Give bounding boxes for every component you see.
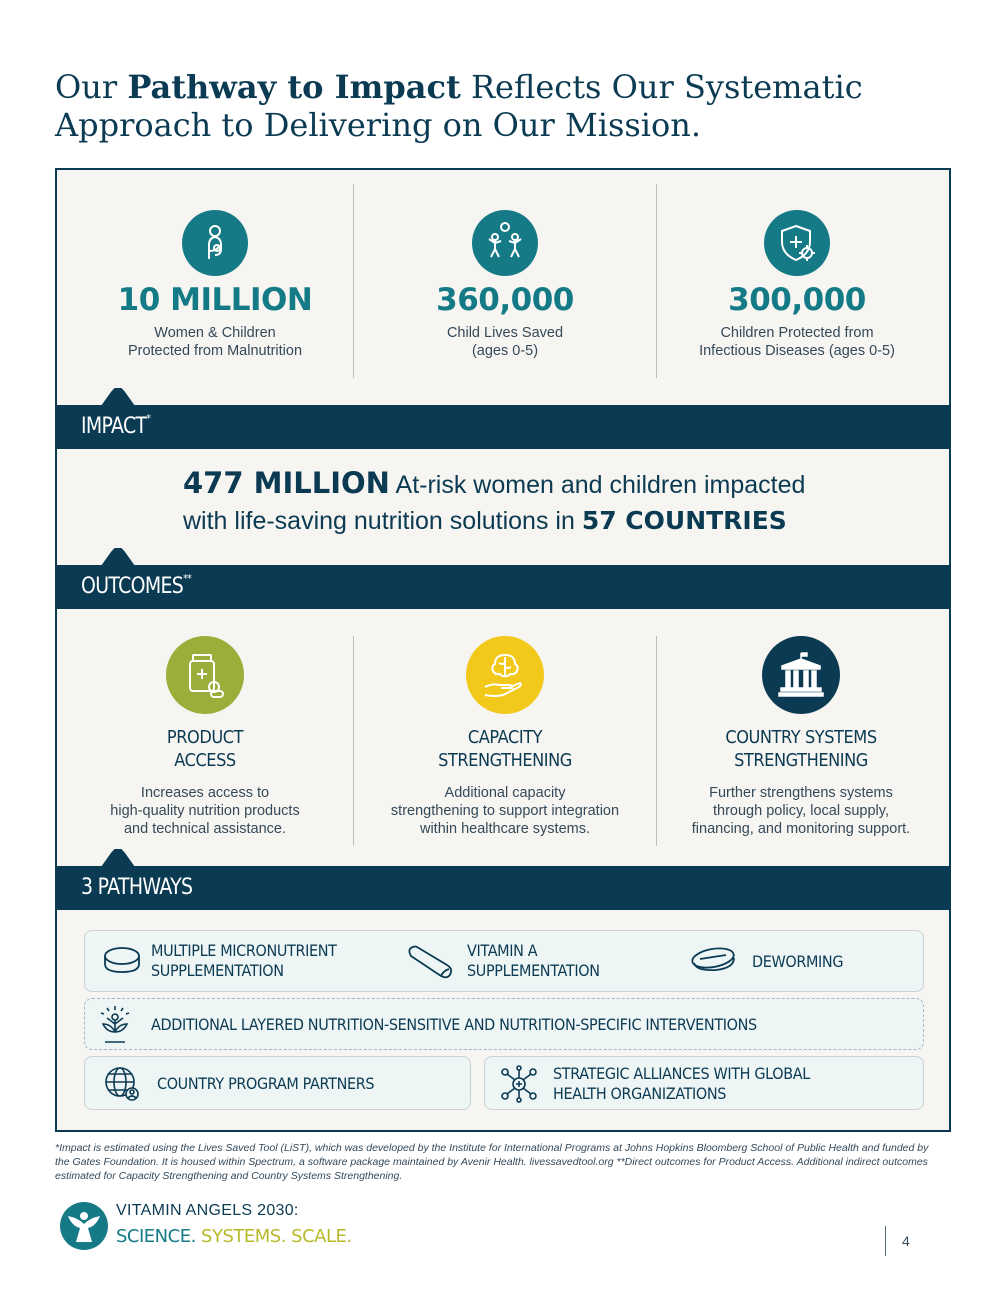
pathway-mms [103,941,357,981]
pathways-primary-pill [84,930,924,992]
pregnant-woman-icon [182,210,248,276]
outcome-title: PRODUCT ACCESS [166,727,244,771]
brand-footer [60,1200,460,1260]
pathways-alliances-pill [484,1056,924,1110]
outcomes-band [57,565,949,609]
pathway-country-partners [103,1065,398,1103]
outcome-country-systems [653,630,949,848]
government-building-icon [762,636,840,714]
playing-children-icon [472,210,538,276]
pathways-partners-pill [84,1056,471,1110]
outcome-title: CAPACITY STRENGTHENING [438,727,572,771]
stat-children-protected [649,186,945,378]
outcome-capacity-strengthening [357,630,653,848]
footnote: *Impact is estimated using the Lives Saved Tool (LiST), which was developed by the Institute for International Programs at Johns Hopkins Bloomberg School of Public Health and funded by the Gates Foundation. It is housed within Spectrum, a software package maintained by Avenir Health. livessavedtool.org **Direct outcomes for Product Access. Additional indirect outcomes estimated for Capacity Strengthening and Country Systems Strengthening. [55,1142,929,1182]
stat-value: 360,000 [436,282,574,318]
pathway-label: DEWORMING [752,952,844,971]
outcomes-label: OUTCOMES** [81,572,192,599]
stat-women-children [67,186,363,378]
title-post: Reflects Our Systematic Approach to Delivering on Our Mission. [55,68,863,144]
pathways-additional-pill [84,998,924,1050]
stat-label: Children Protected from Infectious Diseases (ages 0-5) [699,325,895,359]
outcome-description: Increases access to high-quality nutrition products and technical assistance. [110,785,300,837]
outcome-description: Further strengthens systems through policy, local supply, financing, and monitoring support. [691,785,911,837]
impact-statement [183,466,883,539]
stat-value: 10 MILLION [117,282,313,318]
vitamin-angels-logo-icon [60,1202,108,1250]
brand-tagline: VITAMIN ANGELS 2030: [116,1202,299,1219]
band-notch [101,548,135,566]
pathway-label: VITAMIN A SUPPLEMENTATION [467,941,600,980]
pathway-label: STRATEGIC ALLIANCES WITH GLOBAL HEALTH ORGANIZATIONS [553,1064,810,1103]
stat-label: Child Lives Saved (ages 0-5) [446,325,564,359]
pathway-label: COUNTRY PROGRAM PARTNERS [157,1074,375,1093]
shield-virus-icon [764,210,830,276]
pathways-label: 3 PATHWAYS [81,875,193,900]
title-pre: Our [55,68,128,106]
impact-stats [57,170,949,390]
network-icon [499,1064,539,1104]
brain-in-hand-icon [466,636,544,714]
impact-text: At-risk women and children impacted [389,471,806,499]
capsule-icon [405,941,457,981]
impact-label: IMPACT* [81,412,151,439]
impact-text: with life-saving nutrition solutions in [183,507,582,535]
pathway-label: MULTIPLE MICRONUTRIENT SUPPLEMENTATION [151,941,337,980]
pathway-label: ADDITIONAL LAYERED NUTRITION-SENSITIVE AND NUTRITION-SPECIFIC INTERVENTIONS [151,1015,757,1034]
divider [353,636,354,846]
page-number: 4 [902,1233,910,1249]
pathway-frame [55,168,951,1132]
outcome-description: Additional capacity strengthening to support integration within healthcare systems. [390,785,620,837]
pill-icon [690,945,736,975]
stat-label: Women & Children Protected from Malnutrition [127,325,303,359]
impact-number: 477 MILLION [183,466,390,500]
page-title [55,68,955,144]
brand-motto: SCIENCE. SYSTEMS. SCALE. [116,1226,352,1247]
outcome-title: COUNTRY SYSTEMS STRENGTHENING [725,727,877,771]
growing-person-icon [95,1004,135,1046]
outcome-product-access [57,630,353,848]
outcomes-section [57,610,949,868]
page-number-divider [885,1226,886,1256]
impact-countries: 57 COUNTRIES [581,506,787,535]
pathway-additional [95,1004,824,1046]
pathway-deworming [690,945,853,975]
impact-band [57,405,949,449]
stat-child-lives [357,186,653,378]
medicine-bottle-icon [166,636,244,714]
pathways-band [57,866,949,910]
globe-people-icon [103,1065,141,1103]
pathway-strategic-alliances [499,1064,839,1104]
stat-value: 300,000 [728,282,866,318]
pathway-vitamin-a [405,941,614,981]
tablet-icon [103,944,141,978]
title-bold: Pathway to Impact [127,68,461,106]
band-notch [101,388,135,406]
